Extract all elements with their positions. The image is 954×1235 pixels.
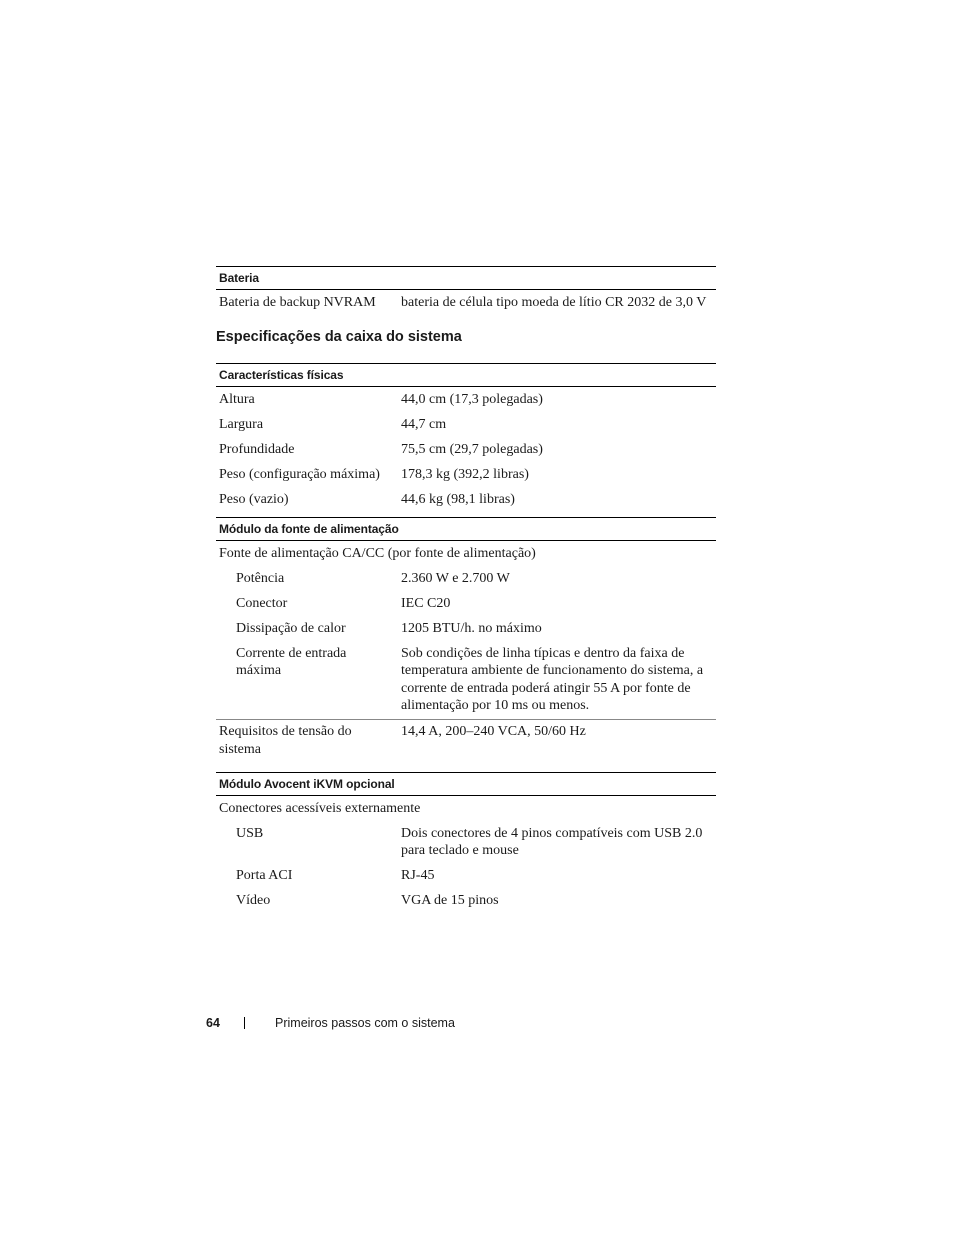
row-value: 44,7 cm — [401, 416, 447, 432]
battery-table-header: Bateria — [216, 266, 716, 290]
row-label: USB — [236, 825, 264, 841]
footer-separator — [244, 1017, 245, 1029]
physical-table-header: Características físicas — [216, 363, 716, 387]
page-number: 64 — [206, 1016, 220, 1030]
row-label: Bateria de backup NVRAM — [219, 294, 376, 310]
table-row — [216, 412, 716, 437]
table-row — [216, 290, 716, 315]
table-row — [216, 720, 716, 763]
table-row — [216, 821, 716, 864]
row-label: Dissipação de calor — [236, 620, 346, 636]
table-row — [216, 487, 716, 512]
row-label: Corrente de entrada máxima — [236, 645, 347, 678]
table-row — [216, 616, 716, 641]
table-row — [216, 591, 716, 616]
row-label: Vídeo — [236, 893, 271, 908]
row-label: Profundidade — [219, 441, 295, 457]
table-row — [216, 796, 716, 821]
group-label: Conectores acessíveis externamente — [219, 800, 421, 816]
table-row — [216, 387, 716, 412]
row-value: Sob condições de linha típicas e dentro da faixa de temperatura ambiente de funcionamento do sistema, a corrente de entrada poderá atingir 55 A por fonte de alimentação por 10 ms ou menos. — [401, 645, 704, 713]
row-value: IEC C20 — [401, 595, 451, 611]
row-value: 2.360 W e 2.700 W — [401, 570, 510, 586]
psu-table — [216, 517, 716, 762]
table-row — [216, 566, 716, 591]
row-value: 1205 BTU/h. no máximo — [401, 620, 542, 636]
row-label: Requisitos de tensão do sistema — [219, 724, 352, 757]
row-value: RJ-45 — [401, 868, 435, 883]
table-row — [216, 889, 716, 914]
row-value: bateria de célula tipo moeda de lítio CR 2032 de 3,0 V — [401, 294, 707, 310]
row-value: 178,3 kg (392,2 libras) — [401, 466, 529, 482]
row-value: Dois conectores de 4 pinos compatíveis com USB 2.0 para teclado e mouse — [401, 825, 703, 858]
battery-table — [216, 266, 716, 315]
section-title: Especificações da caixa do sistema — [216, 329, 462, 345]
row-label: Largura — [219, 416, 264, 432]
table-row — [216, 541, 716, 566]
avocent-table-header: Módulo Avocent iKVM opcional — [216, 772, 716, 796]
row-value: 44,6 kg (98,1 libras) — [401, 491, 515, 507]
spec-page — [216, 266, 716, 914]
avocent-table — [216, 772, 716, 914]
physical-table — [216, 363, 716, 512]
table-row — [216, 641, 716, 720]
page-footer — [206, 1016, 455, 1030]
row-value: 14,4 A, 200–240 VCA, 50/60 Hz — [401, 724, 586, 739]
row-label: Conector — [236, 595, 288, 611]
group-label: Fonte de alimentação CA/CC (por fonte de alimentação) — [219, 545, 536, 561]
psu-table-header: Módulo da fonte de alimentação — [216, 517, 716, 541]
row-label: Peso (configuração máxima) — [219, 466, 380, 482]
row-value: 75,5 cm (29,7 polegadas) — [401, 441, 543, 457]
table-row — [216, 462, 716, 487]
footer-title: Primeiros passos com o sistema — [275, 1016, 455, 1030]
row-value: VGA de 15 pinos — [401, 893, 499, 908]
row-label: Peso (vazio) — [219, 491, 289, 507]
row-label: Potência — [236, 570, 285, 586]
row-label: Porta ACI — [236, 868, 293, 883]
table-row — [216, 437, 716, 462]
row-value: 44,0 cm (17,3 polegadas) — [401, 391, 543, 407]
row-label: Altura — [219, 391, 255, 407]
table-row — [216, 864, 716, 889]
